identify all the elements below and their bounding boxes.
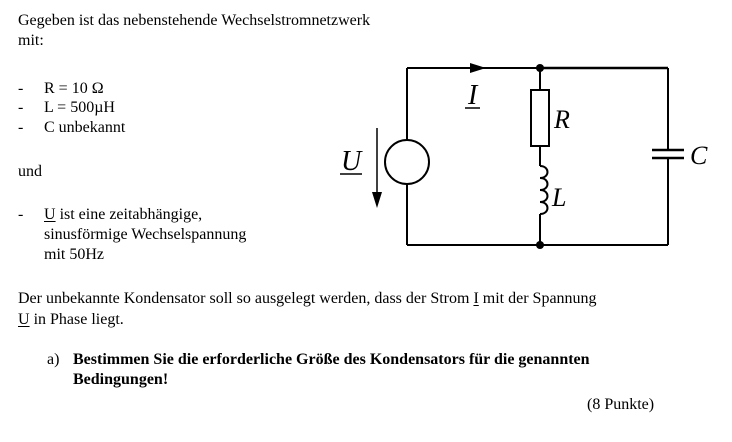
resistor: [531, 90, 549, 146]
intro-line-1: Gegeben ist das nebenstehende Wechselstromnetzwerk: [18, 12, 371, 29]
task-line-2: Bedingungen!: [73, 371, 169, 388]
condition-line-1-post: mit der Spannung: [478, 290, 597, 307]
list-bullet: -: [18, 119, 24, 136]
param-inductance: L = 500µH: [44, 99, 115, 116]
intro-line-2: mit:: [18, 32, 44, 49]
und-text: und: [18, 163, 42, 180]
condition-line-1-pre: Der unbekannte Kondensator soll so ausgelegt werden, dass der Strom: [18, 290, 474, 307]
voltage-line-1-rest: ist eine zeitabhängige,: [55, 206, 203, 223]
voltage-label: U: [341, 146, 362, 177]
voltage-arrow-head: [372, 192, 382, 208]
voltage-line-2: sinusförmige Wechselspannung: [44, 226, 247, 243]
node-top: [536, 64, 544, 72]
inductor-label: L: [552, 183, 567, 212]
task-line-1: Bestimmen Sie die erforderliche Größe des Kondensators für die genannten: [73, 351, 590, 368]
list-bullet: -: [18, 206, 24, 223]
resistor-label: R: [554, 105, 570, 134]
task-label: a): [47, 351, 60, 368]
inductor: [540, 166, 548, 214]
list-bullet: -: [18, 80, 24, 97]
voltage-symbol: U: [18, 311, 30, 328]
param-capacitance: C unbekannt: [44, 119, 126, 136]
current-symbol: I: [473, 290, 479, 307]
voltage-symbol: U: [44, 206, 56, 223]
voltage-source: [385, 140, 429, 184]
task-points: (8 Punkte): [587, 396, 655, 413]
condition-line-2-post: in Phase liegt.: [29, 311, 124, 328]
capacitor-label: C: [690, 141, 708, 170]
current-label: I: [468, 80, 478, 111]
param-resistance: R = 10 Ω: [44, 80, 104, 97]
voltage-line-3: mit 50Hz: [44, 246, 104, 263]
node-bottom: [536, 241, 544, 249]
current-arrow: [470, 63, 486, 73]
list-bullet: -: [18, 99, 24, 116]
